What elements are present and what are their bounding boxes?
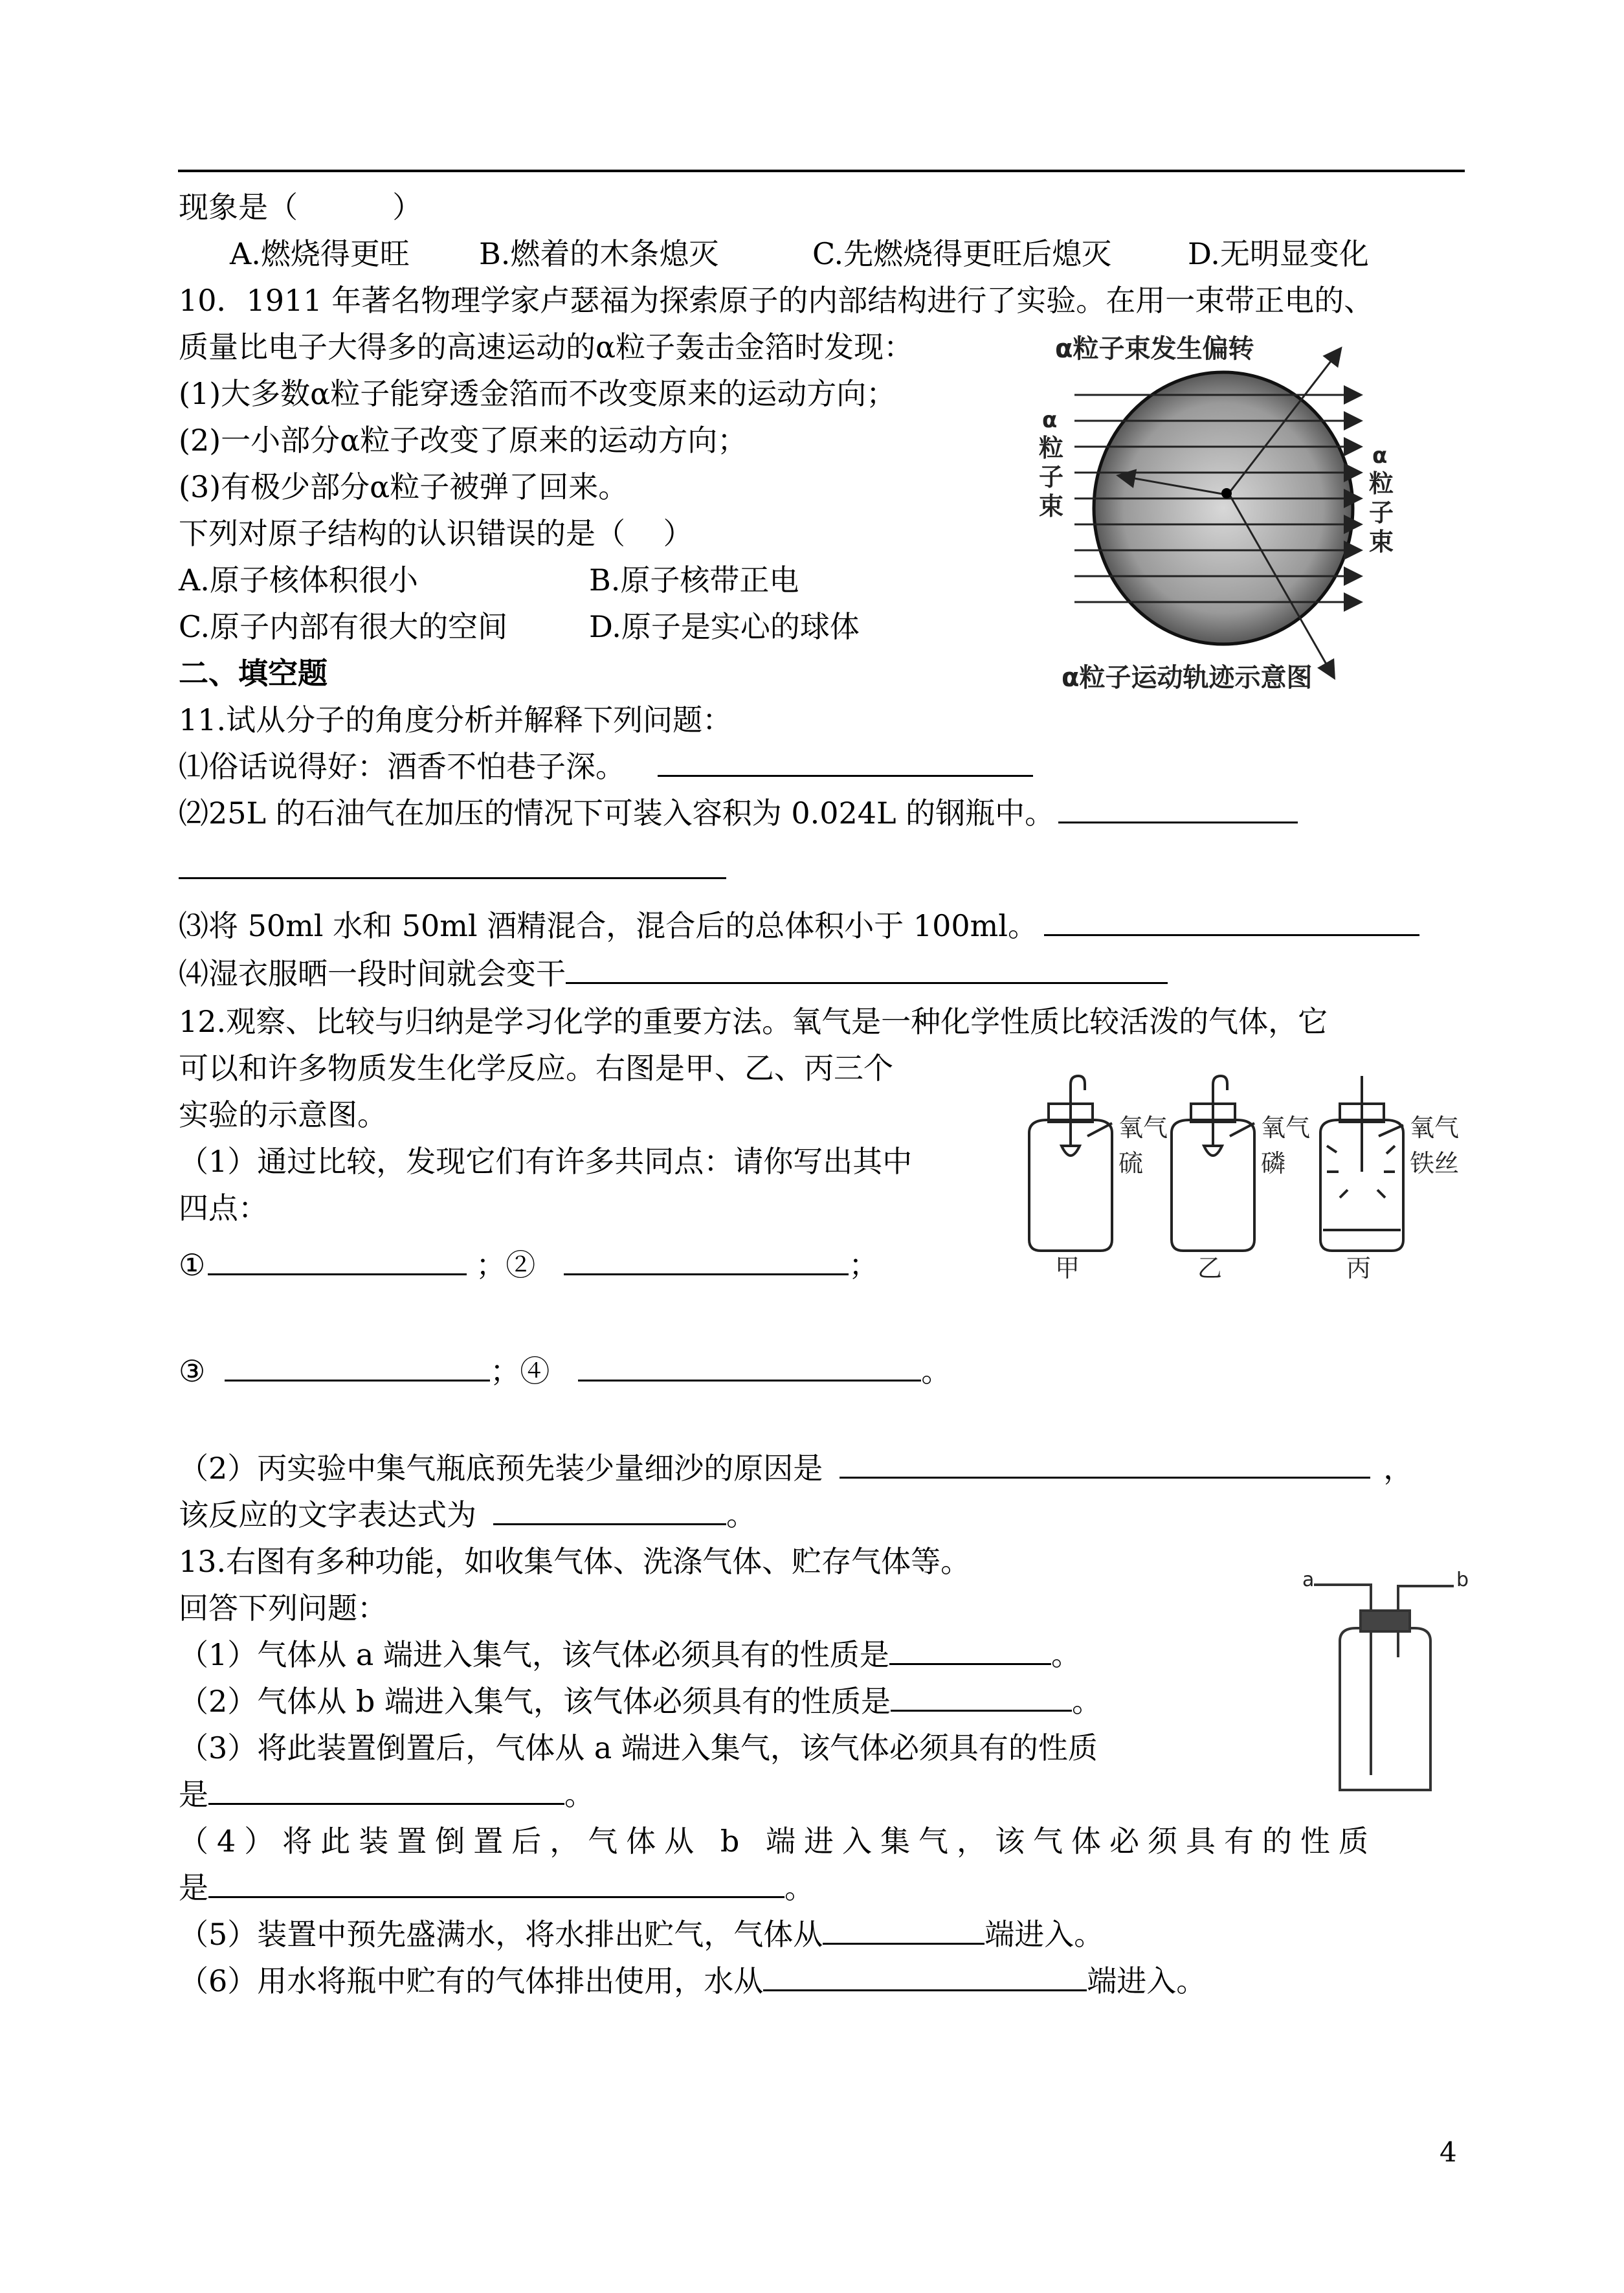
q12-point-2[interactable] [564,1247,849,1275]
q10-finding-3: (3)有极少部分α粒子被弹了回来。 [179,469,628,504]
q13-stem2: 回答下列问题： [179,1591,387,1626]
q13-item-4-cont: 是 。 [179,1870,814,1905]
q13-answer-5[interactable] [823,1917,984,1945]
gas-bottle-figure [1301,1567,1469,1806]
section-title: 二、填空题 [179,656,328,691]
q12-points-row2: ③ ；④ 。 [179,1354,951,1389]
q9-option-b: B.燃着的木条熄灭 [479,236,719,271]
q13-answer-4[interactable] [208,1870,784,1898]
gold-atom-sphere [1094,372,1353,644]
q12-part2-a: （2）丙实验中集气瓶底预先装少量细沙的原因是 ， [179,1451,1414,1486]
q10-option-d: D.原子是实心的球体 [589,609,860,644]
label-a: a [1302,1569,1315,1591]
bottle-2-gas: 氧气 [1261,1113,1311,1142]
q12-reason-answer[interactable] [840,1451,1370,1479]
q10-finding-1: (1)大多数α粒子能穿透金箔而不改变原来的运动方向； [179,376,896,411]
right-label-2: 子 [1369,498,1394,527]
q10-line2: 质量比电子大得多的高速运动的α粒子轰击金箔时发现： [179,330,914,364]
bottle-1-substance: 硫 [1118,1149,1144,1178]
q9-stem-end: 现象是（ ） [179,190,423,225]
label-b: b [1456,1569,1469,1591]
bottle-2-name: 乙 [1197,1254,1223,1282]
q12-part1-b: 四点： [179,1191,268,1225]
q11-answer-3[interactable] [1044,908,1419,936]
q13-answer-6[interactable] [763,1963,1087,1991]
q12-point-4[interactable] [578,1354,921,1381]
bottle-3-name: 丙 [1346,1254,1372,1282]
left-label-0: α [1042,407,1058,433]
q12-line1: 12.观察、比较与归纳是学习化学的重要方法。氧气是一种化学性质比较活泼的气体，它 [179,1004,1328,1039]
q13-item-3-cont: 是 。 [179,1777,594,1812]
q12-line2: 可以和许多物质发生化学反应。右图是甲、乙、丙三个 [179,1051,893,1086]
q12-equation-answer[interactable] [493,1497,726,1525]
q13-answer-3[interactable] [208,1777,564,1805]
alpha-top-label: α粒子束发生偏转 [1055,334,1254,364]
oxygen-bottles-figure [1003,1075,1482,1282]
bottle-1-name: 甲 [1055,1254,1080,1282]
q10-question: 下列对原子结构的认识错误的是（ ） [179,516,693,551]
right-label-0: α [1372,443,1388,469]
left-label-3: 束 [1039,492,1064,520]
q10-option-b: B.原子核带正电 [589,563,799,598]
alpha-scattering-figure [1036,324,1398,699]
q11-answer-2a[interactable] [1058,796,1298,823]
right-label-3: 束 [1369,528,1394,556]
q13-item-3: （3）将此装置倒置后，气体从 a 端进入集气，该气体必须具有的性质 [179,1730,1098,1765]
q9-option-c: C.先燃烧得更旺后熄灭 [812,236,1112,271]
q11-answer-2b[interactable] [179,851,726,879]
bottle-2-substance: 磷 [1261,1149,1286,1178]
q10-option-c: C.原子内部有很大的空间 [179,609,508,644]
q9-option-d: D.无明显变化 [1188,236,1369,271]
q12-part2-b: 该反应的文字表达式为 。 [179,1497,756,1532]
q11-stem: 11.试从分子的角度分析并解释下列问题： [179,702,733,737]
bottle-1-gas: 氧气 [1118,1113,1168,1142]
q13-item-5: （5）装置中预先盛满水，将水排出贮气，气体从 端进入。 [179,1917,1104,1952]
q12-point-3[interactable] [225,1354,490,1381]
page-number: 4 [1440,2136,1457,2168]
q13-item-2: （2）气体从 b 端进入集气，该气体必须具有的性质是 。 [179,1684,1102,1719]
q10-finding-2: (2)一小部分α粒子改变了原来的运动方向； [179,423,748,458]
q11-item-4: ⑷湿衣服晒一段时间就会变干 [179,956,1168,992]
q11-answer-1[interactable] [658,749,1033,777]
q11-item-2-cont [179,851,726,887]
q11-answer-4[interactable] [566,956,1168,984]
bottle-3-gas: 氧气 [1410,1113,1460,1142]
q13-item-1: （1）气体从 a 端进入集气，该气体必须具有的性质是 。 [179,1637,1081,1672]
right-label-1: 粒 [1369,469,1394,498]
q10-option-a: A.原子核体积很小 [179,563,418,598]
q11-item-2: ⑵25L 的石油气在加压的情况下可装入容积为 0.024L 的钢瓶中。 [179,795,1298,831]
left-label-1: 粒 [1039,434,1064,462]
nucleus [1221,488,1232,498]
q10-line1: 10．1911 年著名物理学家卢瑟福为探索原子的内部结构进行了实验。在用一束带正电的、 [179,283,1374,318]
q13-item-6: （6）用水将瓶中贮有的气体排出使用，水从 端进入。 [179,1963,1207,1998]
q13-stem: 13.右图有多种功能，如收集气体、洗涤气体、贮存气体等。 [179,1544,971,1579]
left-label-2: 子 [1039,463,1064,491]
q12-points-row1: ① ；② ； [179,1247,879,1282]
q13-item-4: （4）将此装置倒置后，气体从 b 端进入集气，该气体必须具有的性质 [179,1824,1377,1859]
q12-line3: 实验的示意图。 [179,1097,387,1132]
alpha-caption: α粒子运动轨迹示意图 [1062,663,1313,693]
bottle-3-substance: 铁丝 [1410,1149,1460,1178]
q12-part1-a: （1）通过比较，发现它们有许多共同点：请你写出其中 [179,1144,913,1179]
header-rule [178,170,1465,172]
q12-point-1[interactable] [208,1247,467,1275]
q11-item-3: ⑶将 50ml 水和 50ml 酒精混合，混合后的总体积小于 100ml。 [179,908,1419,944]
q13-answer-1[interactable] [889,1637,1051,1665]
q9-option-a: A.燃烧得更旺 [230,236,410,271]
q11-item-1: ⑴俗话说得好：酒香不怕巷子深。 [179,748,1033,785]
q13-answer-2[interactable] [891,1684,1072,1712]
